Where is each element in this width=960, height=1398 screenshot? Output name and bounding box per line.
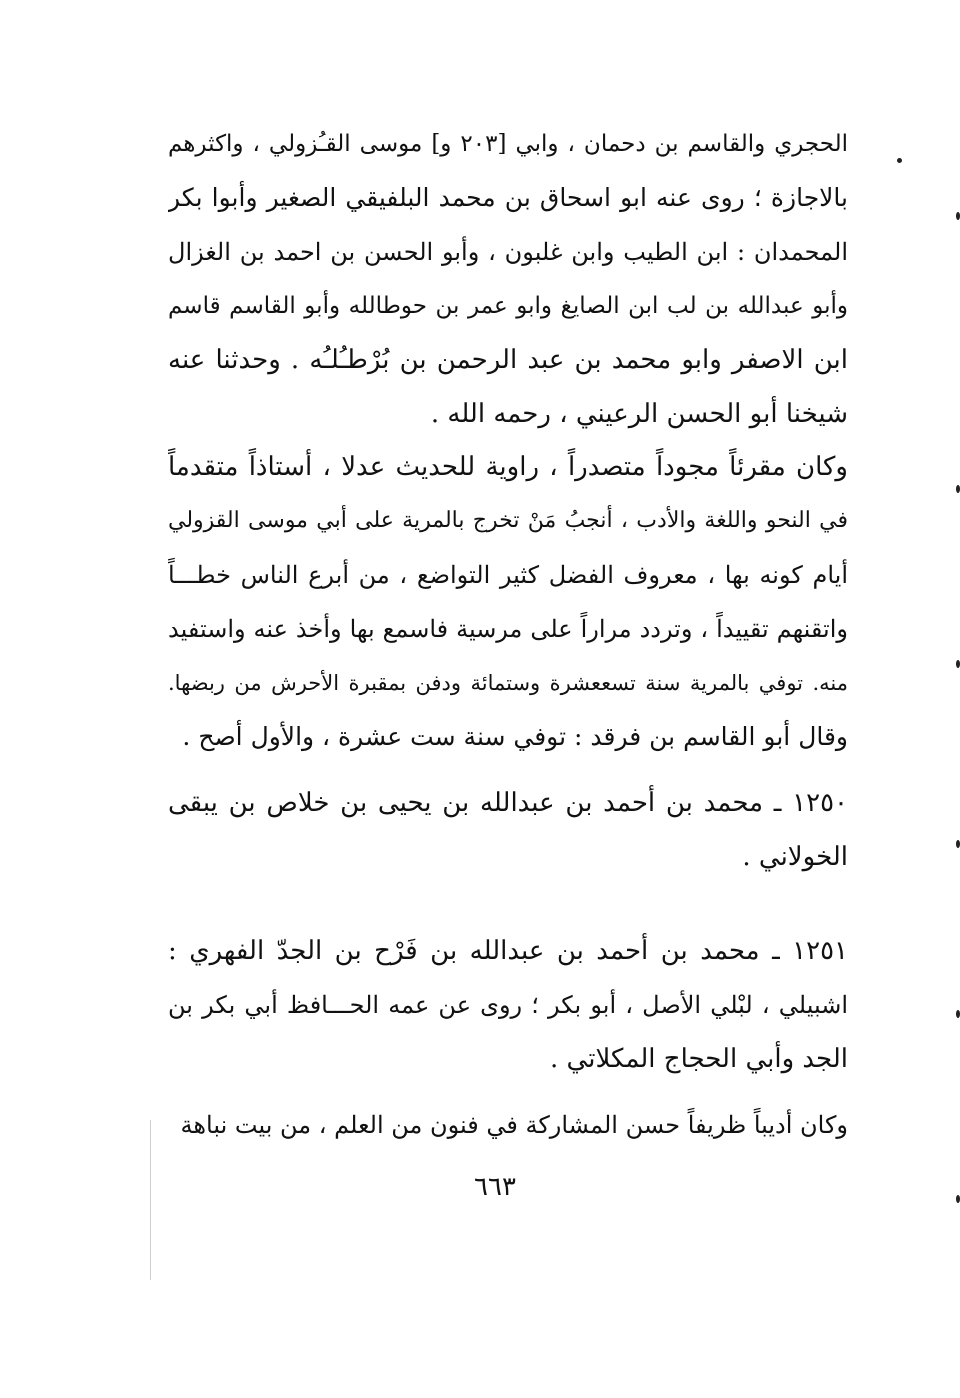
text-line: وأبو عبدالله بن لب ابن الصايغ وابو عمر بن حوطالله وأبو القاسم قاسم xyxy=(168,293,848,319)
scan-edge-line xyxy=(150,1120,151,1280)
scan-speck xyxy=(956,485,960,493)
paragraph-2 xyxy=(168,440,848,764)
scan-speck xyxy=(956,1010,960,1018)
text-line: في النحو واللغة والأدب ، أنجبُ مَنْ تخرج بالمرية على أبي موسى القزولي xyxy=(168,508,848,533)
text-line: منه. توفي بالمرية سنة تسععشرة وستمائة ودفن بمقبرة الأحرش من ربضها. xyxy=(168,671,848,695)
scan-speck xyxy=(956,840,960,848)
scan-speck xyxy=(956,660,960,668)
text-line: ١٢٥١ ـ محمد بن أحمد بن عبدالله بن فَرْح بن الجدّ الفهري : xyxy=(168,936,848,966)
text-line: ابن الاصفر وابو محمد بن عبد الرحمن بن بُرْطـُلـُه . وحدثنا عنه xyxy=(168,345,848,375)
text-line: بالاجازة ؛ روى عنه ابو اسحاق بن محمد البلفيقي الصغير وأبوا بكر xyxy=(168,183,848,212)
text-line: الجد وأبي الحجاج المكلاتي . xyxy=(550,1044,848,1074)
text-line: وكان أديباً ظريفاً حسن المشاركة في فنون من العلم ، من بيت نباهة xyxy=(180,1111,848,1139)
text-line: شيخنا أبو الحسن الرعيني ، رحمه الله . xyxy=(430,399,848,429)
entry-1251 xyxy=(168,924,848,1086)
text-line: وقال أبو القاسم بن فرقد : توفي سنة ست عشرة ، والأول أصح . xyxy=(182,722,848,751)
paragraph-5 xyxy=(168,1098,848,1152)
entry-1250 xyxy=(168,776,848,884)
page-number: ٦٦٣ xyxy=(474,1172,516,1202)
scan-speck xyxy=(897,158,902,163)
text-line: الخولاني . xyxy=(742,842,848,872)
text-line: اشبيلي ، لبْلي الأصل ، أبو بكر ؛ روى عن عمه الحـــافظ أبي بكر بن xyxy=(168,991,848,1019)
text-line: الحجري والقاسم بن دحمان ، وابي [٢٠٣ و] موسى القـُزولي ، واكثرهم xyxy=(168,131,848,157)
scan-speck xyxy=(956,212,960,220)
paragraph-1 xyxy=(168,117,848,441)
text-line: المحمدان : ابن الطيب وابن غلبون ، وأبو الحسن بن احمد بن الغزال xyxy=(168,238,848,266)
text-line: وكان مقرئاً مجوداً متصدراً ، راوية للحديث عدلا ، أستاذاً متقدماً xyxy=(168,452,848,482)
scan-speck xyxy=(956,1195,960,1203)
text-line: أيام كونه بها ، معروف الفضل كثير التواضع ، من أبرع الناس خطـــاً xyxy=(168,561,848,589)
text-line: ١٢٥٠ ـ محمد بن أحمد بن عبدالله بن يحيى بن خلاص بن يبقى xyxy=(168,788,848,818)
text-line: واتقنهم تقييداً ، وتردد مراراً على مرسية فاسمع بها وأخذ عنه واستفيد xyxy=(168,615,848,643)
